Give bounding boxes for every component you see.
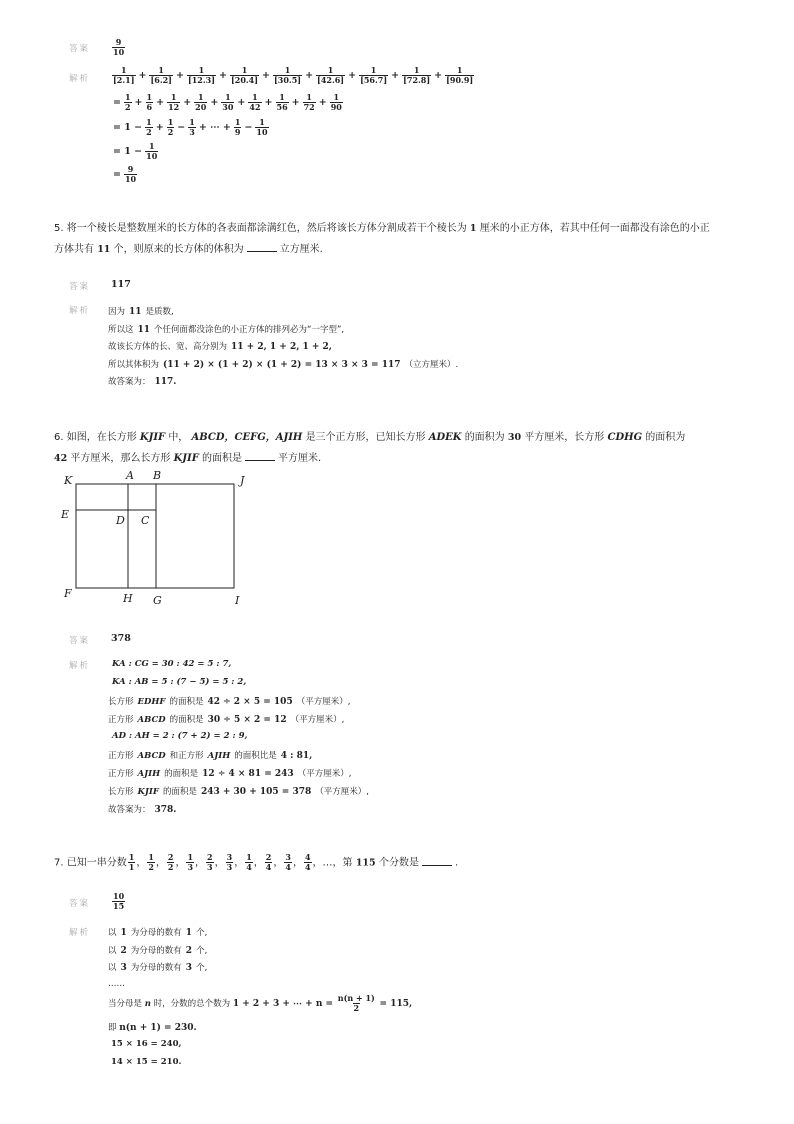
text: …… bbox=[108, 978, 125, 989]
numerator: 9 bbox=[127, 164, 134, 174]
math-text: 3 bbox=[185, 963, 193, 973]
math-text: 11 + 2, 1 + 2, 1 + 2, bbox=[231, 342, 332, 352]
denominator: 90 bbox=[330, 102, 342, 112]
explanation-line bbox=[108, 659, 235, 669]
denominator: 12 bbox=[168, 102, 180, 112]
text: 的面积是 bbox=[169, 697, 204, 707]
numerator: 1 bbox=[284, 65, 291, 75]
denominator: 4 bbox=[246, 862, 252, 872]
fraction bbox=[124, 93, 132, 112]
math-text: AD : AH = 2 : (7 + 2) = 2 : 9, bbox=[112, 731, 248, 741]
fraction bbox=[145, 142, 158, 161]
answer-label: 答案 bbox=[69, 282, 91, 292]
fraction bbox=[359, 66, 388, 85]
denominator: [2.1] bbox=[113, 75, 135, 85]
math-text: KA : CG = 30 : 42 = 5 : 7, bbox=[112, 659, 232, 669]
fraction bbox=[226, 853, 234, 872]
math-text: 378. bbox=[154, 805, 177, 815]
text: 正方形 bbox=[108, 715, 134, 725]
math-text: (11 + 2) × (1 + 2) × (1 + 2) = 13 × 3 × 3 = 117 bbox=[163, 359, 401, 370]
rectangle-figure bbox=[60, 470, 260, 610]
p4-line3 bbox=[111, 118, 270, 137]
fraction bbox=[230, 66, 259, 85]
denominator: [6.2] bbox=[150, 75, 172, 85]
numerator: 1 bbox=[241, 65, 248, 75]
separator: ， bbox=[155, 857, 166, 869]
numerator: 1 bbox=[259, 117, 265, 127]
math-text: 243 + 30 + 105 = 378 bbox=[200, 787, 312, 797]
explanation-line bbox=[108, 713, 344, 725]
label-a: A bbox=[126, 469, 134, 482]
text: （平方厘米）, bbox=[297, 769, 352, 779]
analysis-label: 解析 bbox=[69, 306, 91, 316]
fraction bbox=[167, 853, 175, 872]
fraction bbox=[330, 93, 343, 112]
fraction bbox=[221, 93, 234, 112]
numerator: 1 bbox=[252, 92, 258, 102]
math-text: 12 ÷ 4 × 81 = 243 bbox=[202, 769, 294, 779]
q6-line2: 42 平方厘米，那么长方形 KJIF 的面积是 平方厘米. bbox=[54, 453, 322, 464]
operator: + bbox=[348, 70, 357, 81]
fraction bbox=[402, 66, 431, 85]
operator: + bbox=[175, 70, 184, 81]
denominator: [30.5] bbox=[274, 75, 302, 85]
denominator: 20 bbox=[195, 102, 207, 112]
separator: ， bbox=[214, 857, 225, 869]
text: 故该长方体的长、宽、高分别为 bbox=[108, 342, 228, 352]
text: 以 bbox=[108, 928, 117, 938]
numerator: 1 bbox=[413, 65, 420, 75]
denominator: [12.3] bbox=[187, 75, 215, 85]
separator: ， bbox=[253, 857, 264, 869]
math-text: 11 bbox=[129, 307, 142, 317]
fraction bbox=[276, 93, 289, 112]
text: （立方厘米）. bbox=[404, 359, 459, 370]
numerator: 1 bbox=[120, 65, 127, 75]
label-b: B bbox=[153, 469, 162, 482]
denominator: 30 bbox=[222, 102, 234, 112]
math-text: ABCD bbox=[137, 715, 166, 725]
p4-line2 bbox=[111, 93, 344, 112]
math-text: 3 bbox=[120, 963, 127, 973]
text: 所以这 bbox=[108, 324, 134, 335]
operator: + bbox=[219, 70, 227, 81]
operator: + bbox=[291, 97, 300, 108]
text: 个, bbox=[196, 945, 208, 956]
numerator: 3 bbox=[226, 852, 233, 862]
math-text: 1 bbox=[185, 928, 193, 938]
analysis-label: 解析 bbox=[69, 928, 91, 938]
text: 个分数是 bbox=[378, 857, 419, 869]
math-text: 115 bbox=[352, 857, 379, 869]
fraction bbox=[303, 93, 316, 112]
explanation-line bbox=[108, 979, 125, 989]
label-j: J bbox=[240, 474, 245, 487]
numerator: 1 bbox=[189, 117, 195, 127]
explanation-line bbox=[108, 305, 174, 317]
denominator: 72 bbox=[303, 102, 315, 112]
numerator: 2 bbox=[265, 852, 272, 862]
numerator: 3 bbox=[285, 852, 291, 862]
text: 和正方形 bbox=[169, 751, 204, 761]
math-text: 117. bbox=[154, 377, 177, 387]
explanation-line bbox=[108, 926, 207, 938]
operator: = 1 − bbox=[113, 122, 143, 133]
answer-label: 答案 bbox=[69, 636, 91, 646]
fraction bbox=[245, 853, 253, 872]
math-text: 2 bbox=[120, 945, 127, 956]
explanation-line bbox=[108, 803, 180, 815]
operator: + bbox=[156, 97, 165, 108]
denominator: 2 bbox=[167, 127, 174, 137]
numerator: 1 bbox=[234, 117, 241, 127]
fraction bbox=[128, 853, 136, 872]
label-k: K bbox=[64, 474, 73, 487]
math-text: 30 ÷ 5 × 2 = 12 bbox=[207, 715, 287, 725]
numerator: 1 bbox=[279, 92, 285, 102]
math-text: 1 bbox=[120, 928, 127, 938]
numerator: 1 bbox=[146, 92, 153, 102]
answer-value: $\frac{9}{10}$ bbox=[113, 37, 125, 57]
p4-line4 bbox=[111, 142, 159, 161]
answer-label: 答案 bbox=[69, 899, 91, 909]
text: 以 bbox=[108, 945, 117, 956]
analysis-label: 解析 bbox=[69, 661, 91, 671]
answer-blank bbox=[245, 451, 275, 461]
numerator: 1 bbox=[197, 92, 204, 102]
denominator: 56 bbox=[276, 102, 288, 112]
answer-value: 378 bbox=[111, 633, 131, 644]
text: 故答案为： bbox=[108, 805, 151, 815]
denominator: [42.6] bbox=[317, 75, 345, 85]
operator: = bbox=[113, 97, 121, 108]
operator: = 1 − bbox=[113, 146, 143, 157]
operator: = bbox=[113, 169, 121, 180]
fraction bbox=[167, 118, 175, 137]
explanation-line bbox=[108, 731, 251, 741]
denominator: 3 bbox=[189, 127, 195, 137]
operator: + bbox=[237, 97, 246, 108]
denominator: 10 bbox=[146, 151, 158, 161]
denominator: [56.7] bbox=[360, 75, 388, 85]
text: 的面积是 bbox=[162, 787, 197, 797]
math-text: 2 bbox=[185, 945, 193, 956]
numerator: 1 bbox=[456, 65, 463, 75]
denominator: 4 bbox=[265, 862, 272, 872]
answer-blank bbox=[247, 242, 277, 252]
numerator: 1 bbox=[146, 117, 152, 127]
text: 的面积比是 bbox=[234, 751, 277, 761]
text: 的面积是 bbox=[169, 715, 204, 725]
explanation-line bbox=[108, 749, 316, 761]
denominator: 42 bbox=[249, 102, 261, 112]
numerator: 1 bbox=[187, 852, 194, 862]
separator: ， bbox=[292, 857, 303, 869]
operator: + bbox=[318, 97, 327, 108]
numerator: 2 bbox=[207, 852, 213, 862]
fraction bbox=[147, 853, 155, 872]
separator: ， bbox=[273, 857, 284, 869]
fraction bbox=[146, 93, 154, 112]
explanation-line bbox=[108, 961, 207, 973]
numerator: 1 bbox=[246, 852, 252, 862]
label-h: H bbox=[123, 592, 133, 605]
math-text: AJIH bbox=[207, 751, 231, 761]
numerator: 1 bbox=[333, 92, 340, 102]
fraction bbox=[234, 118, 242, 137]
rect-kjif bbox=[76, 484, 234, 588]
label-f: F bbox=[64, 587, 72, 600]
math-text: AJIH bbox=[137, 769, 161, 779]
q5-line1: 5. 将一个棱长是整数厘米的长方体的各表面都涂满红色，然后将该长方体分割成若干个棱长为 1 厘米的小正方体，若其中任何一面都没有涂色的小正 bbox=[54, 223, 710, 234]
label-i: I bbox=[235, 594, 240, 607]
explanation-line bbox=[108, 767, 351, 779]
fraction bbox=[145, 118, 153, 137]
fraction bbox=[304, 853, 312, 872]
operator: − bbox=[177, 122, 186, 133]
explanation-line bbox=[108, 695, 350, 707]
math-text: ABCD bbox=[137, 751, 166, 761]
math-text: 4 : 81, bbox=[280, 751, 313, 761]
answer-value: $\frac{10}{15}$ bbox=[113, 891, 125, 911]
q5-line2: 方体共有 11 个，则原来的长方体的体积为 立方厘米. bbox=[54, 244, 323, 255]
q7-line bbox=[54, 853, 458, 872]
numerator: 1 bbox=[327, 65, 334, 75]
denominator: 2 bbox=[146, 127, 152, 137]
text: 正方形 bbox=[108, 751, 134, 761]
text: 故答案为： bbox=[108, 377, 151, 387]
text: 因为 bbox=[108, 307, 126, 317]
denominator: [72.8] bbox=[403, 75, 431, 85]
text: 为分母的数有 bbox=[130, 928, 182, 938]
separator: ， bbox=[136, 857, 147, 869]
answer-blank bbox=[422, 856, 452, 866]
numerator: 1 bbox=[198, 65, 205, 75]
explanation-line bbox=[108, 323, 344, 335]
denominator: 2 bbox=[167, 862, 174, 872]
operator: + ⋯ + bbox=[198, 122, 231, 133]
math-text: EDHF bbox=[137, 697, 166, 707]
text: 为分母的数有 bbox=[130, 945, 182, 956]
denominator: 2 bbox=[124, 102, 131, 112]
fraction bbox=[316, 66, 345, 85]
fraction bbox=[273, 66, 302, 85]
numerator: 1 bbox=[170, 92, 177, 102]
operator: + bbox=[183, 97, 192, 108]
operator: + bbox=[264, 97, 273, 108]
explanation-line bbox=[108, 785, 369, 797]
denominator: 10 bbox=[256, 127, 268, 137]
text: 所以其体积为 bbox=[108, 359, 160, 370]
numerator: 1 bbox=[148, 852, 154, 862]
fraction bbox=[186, 853, 194, 872]
text: 7. 已知一串分数 bbox=[54, 857, 127, 869]
text: （平方厘米）, bbox=[296, 697, 351, 707]
text: 正方形 bbox=[108, 769, 134, 779]
q7-exp-line5: 当分母是 n 时，分数的总个数为 1 + 2 + 3 + ⋯ + n = $\frac{n(n + 1)}{2}$ = 115, bbox=[108, 993, 413, 1013]
text: ，…，第 bbox=[312, 857, 353, 869]
separator: ， bbox=[195, 857, 206, 869]
fraction bbox=[445, 66, 474, 85]
denominator: 1 bbox=[128, 862, 135, 872]
numerator: 1 bbox=[225, 92, 231, 102]
math-text: 11 bbox=[137, 324, 151, 335]
label-e: E bbox=[61, 508, 70, 521]
denominator: 3 bbox=[207, 862, 213, 872]
fraction bbox=[149, 66, 173, 85]
fraction bbox=[194, 93, 207, 112]
operator: + bbox=[391, 70, 400, 81]
separator: ， bbox=[175, 857, 186, 869]
operator: + bbox=[138, 70, 147, 81]
denominator: 4 bbox=[285, 862, 291, 872]
denominator: 2 bbox=[148, 862, 154, 872]
fraction bbox=[188, 118, 196, 137]
operator: + bbox=[305, 70, 314, 81]
numerator: 1 bbox=[167, 117, 174, 127]
text: 个任何面都没涂色的小正方体的排列必为“一字型”, bbox=[154, 324, 345, 335]
text: 个, bbox=[196, 928, 208, 938]
answer-value: 117 bbox=[111, 279, 131, 290]
math-text: KA : AB = 5 : (7 − 5) = 5 : 2, bbox=[112, 677, 247, 687]
denominator: [20.4] bbox=[230, 75, 259, 85]
numerator: 1 bbox=[148, 141, 155, 151]
text: 长方形 bbox=[108, 697, 134, 707]
explanation-line bbox=[108, 375, 180, 387]
operator: + bbox=[155, 122, 164, 133]
text: 的面积是 bbox=[164, 769, 199, 779]
explanation-line bbox=[108, 677, 250, 687]
explanation-line bbox=[108, 944, 207, 956]
label-d: D bbox=[116, 514, 125, 527]
text: 个, bbox=[196, 963, 208, 973]
numerator: 1 bbox=[306, 92, 312, 102]
fraction bbox=[112, 66, 136, 85]
fraction bbox=[167, 93, 180, 112]
q7-exp-line6: 即 n(n + 1) = 230. bbox=[108, 1023, 197, 1033]
answer-label: 答案 bbox=[69, 44, 91, 54]
p4-line5 bbox=[111, 165, 138, 184]
analysis-label: 解析 bbox=[69, 74, 91, 84]
operator: + bbox=[134, 97, 143, 108]
fraction bbox=[284, 853, 292, 872]
operator: + bbox=[434, 70, 443, 81]
label-c: C bbox=[141, 514, 150, 527]
fraction bbox=[206, 853, 214, 872]
text: . bbox=[454, 857, 459, 869]
denominator: 3 bbox=[226, 862, 233, 872]
operator: − bbox=[244, 122, 253, 133]
operator: + bbox=[210, 97, 219, 108]
fraction bbox=[265, 853, 273, 872]
text: 是质数, bbox=[145, 307, 174, 317]
fraction bbox=[124, 165, 137, 184]
math-text: KJIF bbox=[137, 787, 159, 797]
numerator: 1 bbox=[124, 92, 131, 102]
math-text: 42 ÷ 2 × 5 = 105 bbox=[207, 697, 293, 707]
q7-exp-line8: 14 × 15 = 210. bbox=[111, 1057, 182, 1067]
p4-line1 bbox=[111, 66, 475, 85]
denominator: 9 bbox=[234, 127, 241, 137]
denominator: 6 bbox=[146, 102, 153, 112]
label-g: G bbox=[153, 594, 162, 607]
numerator: 1 bbox=[128, 852, 135, 862]
denominator: 10 bbox=[124, 174, 137, 184]
separator: ， bbox=[234, 857, 245, 869]
operator: + bbox=[262, 70, 270, 81]
numerator: 1 bbox=[158, 65, 164, 75]
q6-line1: 6. 如图，在长方形 KJIF 中， ABCD，CEFG，AJIH 是三个正方形，已知长方形 ADEK 的面积为 30 平方厘米，长方形 CDHG 的面积为 bbox=[54, 432, 686, 443]
explanation-line bbox=[108, 358, 458, 370]
text: （平方厘米）, bbox=[290, 715, 345, 725]
denominator: [90.9] bbox=[446, 75, 474, 85]
denominator: 3 bbox=[187, 862, 194, 872]
fraction bbox=[255, 118, 268, 137]
fraction bbox=[187, 66, 216, 85]
numerator: 4 bbox=[304, 852, 311, 862]
text: 长方形 bbox=[108, 787, 134, 797]
denominator: 4 bbox=[304, 862, 311, 872]
numerator: 2 bbox=[167, 852, 174, 862]
fraction bbox=[248, 93, 261, 112]
numerator: 1 bbox=[370, 65, 377, 75]
text: （平方厘米）, bbox=[315, 787, 369, 797]
explanation-line bbox=[108, 340, 336, 352]
text: 为分母的数有 bbox=[130, 963, 182, 973]
text: 以 bbox=[108, 963, 117, 973]
q7-exp-line7: 15 × 16 = 240, bbox=[111, 1039, 182, 1049]
